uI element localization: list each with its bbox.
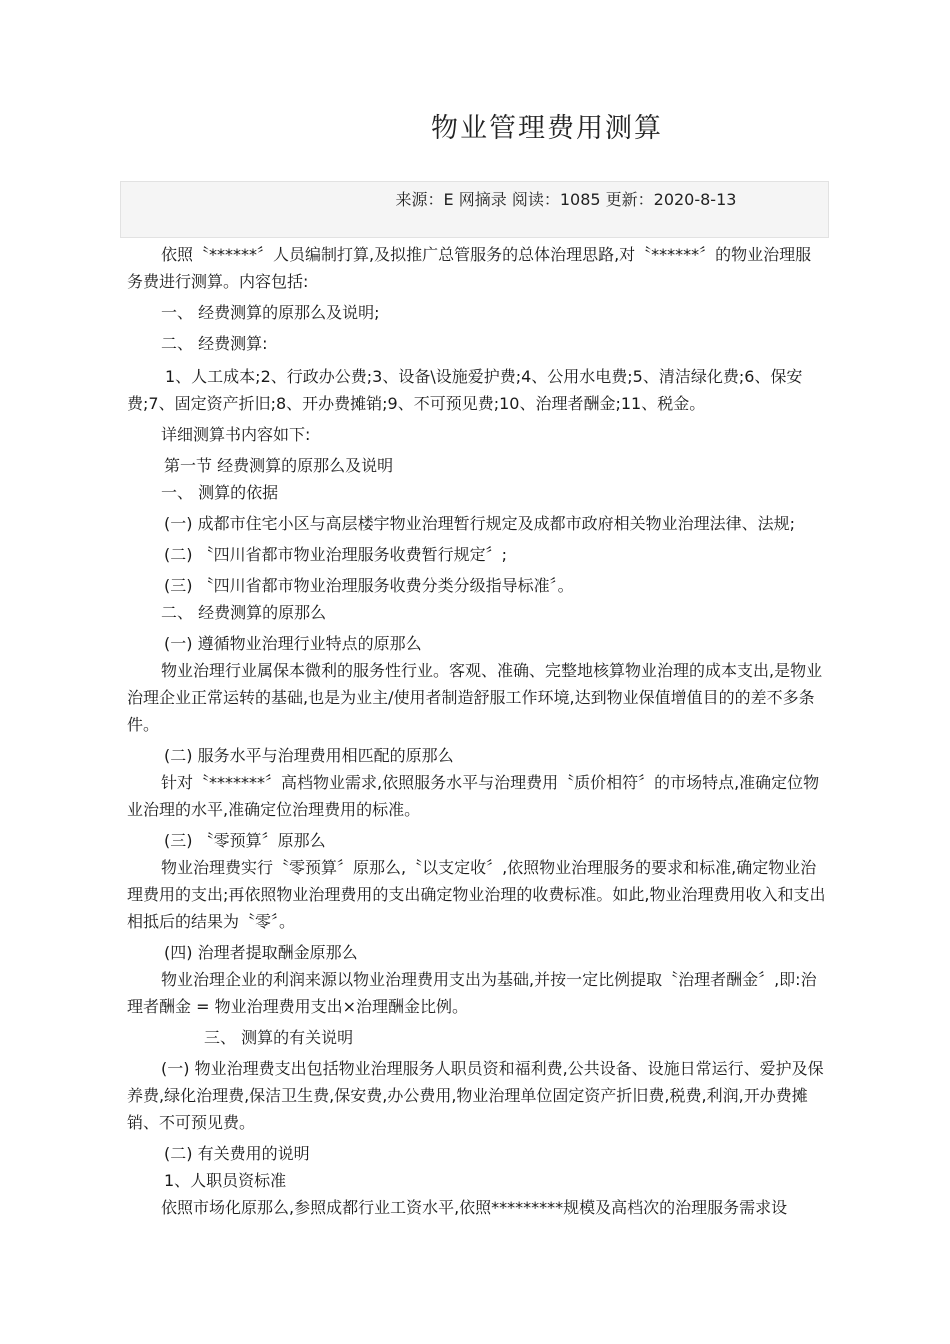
intro-paragraph: 依照〝******〞人员编制打算,及拟推广总管服务的总体治理思路,对〝******〞的物业治理服务费进行测算。内容包括: <box>127 245 812 291</box>
principle-heading: (二) 有关费用的说明 <box>164 1144 310 1163</box>
body-paragraph: 物业治理企业的利润来源以物业治理费用支出为基础,并按一定比例提取〝治理者酬金〞,即:治理者酬金 = 物业治理费用支出×治理酬金比例。 <box>127 970 817 1016</box>
body-paragraph: 针对〝*******〞高档物业需求,依照服务水平与治理费用〝质价相符〞的市场特点,准确定位物业治理的水平,准确定位治理费用的标准。 <box>127 773 820 819</box>
section-heading: 第一节 经费测算的原那么及说明 <box>164 456 394 475</box>
basis-item: (三) 〝四川省都市物业治理服务收费分类分级指导标准〞。 <box>164 576 574 595</box>
outline-item: 二、 经费测算: <box>161 334 268 353</box>
body-paragraph: 依照市场化原那么,参照成都行业工资水平,依照*********规模及高档次的治理服务需求设 <box>161 1198 788 1217</box>
document-title: 物业管理费用测算 <box>431 113 663 144</box>
body-paragraph: 物业治理费实行〝零预算〞原那么,〝以支定收〞,依照物业治理服务的要求和标准,确定物业治理费用的支出;再依照物业治理费用的支出确定物业治理的收费标准。如此,物业治理费用收入和支出相抵后的结果为〝零〞。 <box>127 858 826 931</box>
outline-item: 一、 经费测算的原那么及说明; <box>161 303 380 322</box>
source-info-box <box>120 181 829 238</box>
body-paragraph: 详细测算书内容如下: <box>161 425 311 444</box>
principle-heading: (三) 〝零预算〞原那么 <box>164 831 326 850</box>
subsection-heading: 三、 测算的有关说明 <box>204 1028 354 1047</box>
subsection-heading: 一、 测算的依据 <box>161 483 279 502</box>
document-body <box>127 241 827 1221</box>
principle-heading: (一) 遵循物业治理行业特点的原那么 <box>164 634 422 653</box>
item-heading: 1、人职员资标准 <box>164 1171 287 1190</box>
principle-heading: (四) 治理者提取酬金原那么 <box>164 943 358 962</box>
subsection-heading: 二、 经费测算的原那么 <box>161 603 327 622</box>
principle-heading: (二) 服务水平与治理费用相匹配的原那么 <box>164 746 454 765</box>
body-paragraph: (一) 物业治理费支出包括物业治理服务人职员资和福利费,公共设备、设施日常运行、爱护及保养费,绿化治理费,保洁卫生费,保安费,办公费用,物业治理单位固定资产折旧费,税费,利润,开办费摊销、不可预见费。 <box>127 1059 824 1132</box>
basis-item: (二) 〝四川省都市物业治理服务收费暂行规定〞; <box>164 545 507 564</box>
basis-item: (一) 成都市住宅小区与高层楼宇物业治理暂行规定及成都市政府相关物业治理法律、法规; <box>164 514 795 533</box>
source-info: 来源：E 网摘录 阅读：1085 更新：2020-8-13 <box>395 190 737 209</box>
cost-item-list: 1、人工成本;2、行政办公费;3、设备\设施爱护费;4、公用水电费;5、清洁绿化费;6、保安费;7、固定资产折旧;8、开办费摊销;9、不可预见费;10、治理者酬金;11、税金。 <box>127 367 803 413</box>
body-paragraph: 物业治理行业属保本微利的服务性行业。客观、准确、完整地核算物业治理的成本支出,是物业治理企业正常运转的基础,也是为业主/使用者制造舒服工作环境,达到物业保值增值目的的差不多条件。 <box>127 661 823 734</box>
